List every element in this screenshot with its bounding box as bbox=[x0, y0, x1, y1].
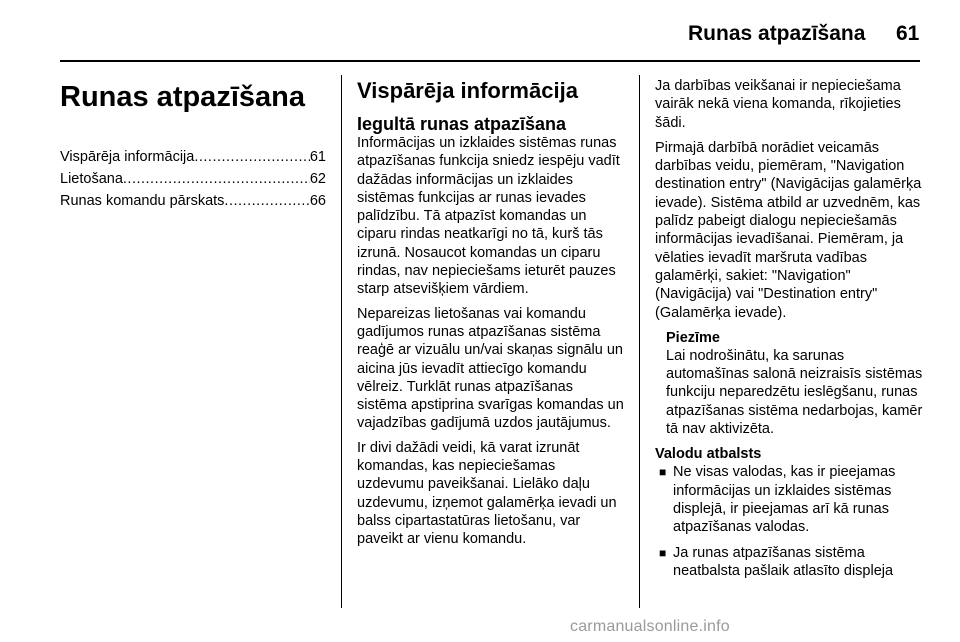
list-item-text: Ja runas atpazīšanas sistēma neatbalsta pašlaik atlasīto displeja bbox=[673, 544, 894, 579]
body-paragraph: Pirmajā darbībā norādiet veicamās darbības veidu, piemēram, "Navigation destination entry" (Navigācijas galamērķa ievade). Sistēma atbild ar uzvednēm, kas palīdz pabeigt dialogu nepieciešamās informācijas ievadīšanai. Piemēram, ja vēlaties ievadīt maršruta vadības galamērķi, sakiet: "Navigation" (Navigācija) vai "Destination entry" (Galamērķa ievade). bbox=[655, 139, 922, 321]
watermark: carmanualsonline.info bbox=[570, 618, 730, 635]
language-support-heading: Valodu atbalsts bbox=[655, 446, 762, 463]
square-bullet-icon: ■ bbox=[659, 545, 667, 560]
list-item bbox=[655, 544, 925, 581]
header-rule bbox=[60, 60, 920, 62]
toc-label: Vispārēja informācija bbox=[60, 149, 195, 165]
toc-page-number: 62 bbox=[309, 171, 326, 187]
toc-leader bbox=[123, 168, 310, 190]
toc-leader bbox=[194, 146, 310, 168]
toc-entry-command-overview[interactable] bbox=[60, 190, 326, 212]
column-divider-1 bbox=[341, 75, 342, 608]
chapter-title: Runas atpazīšana bbox=[60, 81, 305, 113]
body-paragraph: Ja darbības veikšanai ir nepieciešama vairāk nekā viena komanda, rīkojieties šādi. bbox=[655, 78, 901, 131]
toc-label: Lietošana bbox=[60, 171, 123, 187]
bullet-list bbox=[655, 463, 925, 580]
toc-label: Runas komandu pārskats bbox=[60, 193, 225, 209]
table-of-contents bbox=[60, 146, 326, 212]
body-paragraph: Informācijas un izklaides sistēmas runas atpazīšanas funkcija sniedz iespēju vadīt dažādas informācijas un izklaides sistēmas funkcijas ar runas ievades palīdzību. Tā atpazīst komandas un ciparu rindas neatkarīgi no tā, kurš tās izrunā. Nosaucot komandas un ciparu rindas, nav nepieciešams ieturēt pauzes starp atsevišķiem vārdiem. bbox=[357, 135, 620, 298]
toc-leader bbox=[224, 190, 309, 212]
subsection-heading: Iegultā runas atpazīšana bbox=[357, 114, 567, 134]
square-bullet-icon: ■ bbox=[659, 465, 667, 480]
page-number: 61 bbox=[896, 22, 920, 45]
toc-entry-general-info[interactable] bbox=[60, 146, 326, 168]
column-divider-2 bbox=[639, 75, 640, 608]
section-column bbox=[357, 70, 625, 555]
list-item-text: Ne visas valodas, kas ir pieejamas informācijas un izklaides sistēmas displejā, ir pieejamas arī kā runas atpazīšanas valodas. bbox=[673, 464, 896, 536]
body-paragraph: Ir divi dažādi veidi, kā varat izrunāt komandas, kas nepieciešamas uzdevumu paveikšanai. Lielāko daļu uzdevumu, izņemot galamērķa ievadi un balss cipartastatūras lietošanu, var paveikt ar vienu komandu. bbox=[357, 439, 617, 548]
toc-page-number: 61 bbox=[309, 149, 326, 165]
note-box bbox=[666, 329, 925, 438]
note-text: Lai nodrošinātu, ka sarunas automašīnas salonā neizraisīs sistēmas funkciju neparedzētu ieslēgšanu, runas atpazīšanas sistēma nedarbojas, kamēr tā nav aktivizēta. bbox=[666, 347, 923, 438]
page-header bbox=[0, 0, 960, 60]
toc-entry-usage[interactable] bbox=[60, 168, 326, 190]
chapter-column bbox=[60, 70, 326, 212]
list-item bbox=[655, 463, 925, 536]
section-title: Vispārēja informācija bbox=[357, 78, 578, 103]
continuation-column bbox=[655, 77, 925, 587]
running-title: Runas atpazīšana bbox=[688, 22, 866, 45]
body-paragraph: Nepareizas lietošanas vai komandu gadījumos runas atpazīšanas sistēma reaģē ar vizuālu un/vai skaņas signālu un aicina jūs ievadīt attiecīgo komandu vēlreiz. Turklāt runas atpazīšanas sistēma apstiprina svarīgas komandas un vajadzības gadījumā uzdos jautājumus. bbox=[357, 305, 624, 432]
note-title: Piezīme bbox=[666, 329, 720, 346]
toc-page-number: 66 bbox=[309, 193, 326, 209]
